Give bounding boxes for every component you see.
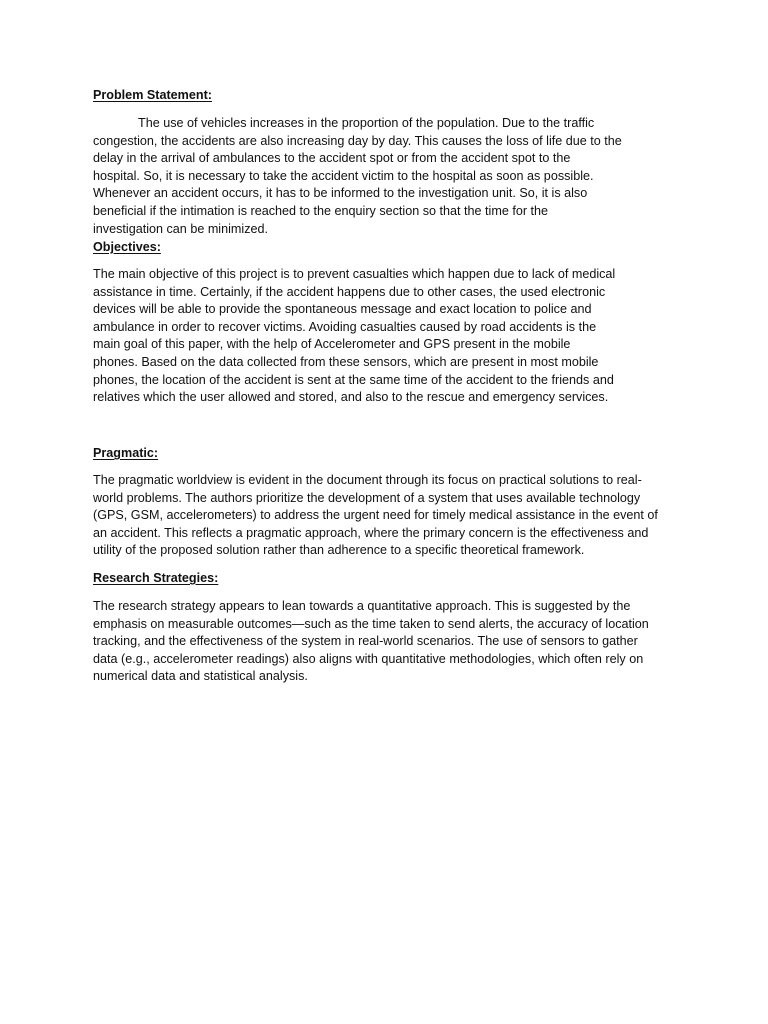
research-strategies-body [93, 598, 649, 686]
objectives-line: phones. Based on the data collected from these sensors, which are present in most mobile [93, 354, 599, 369]
problem-statement-line: investigation can be minimized. [93, 221, 269, 236]
problem-statement-line: delay in the arrival of ambulances to the accident spot or from the accident spot to the [93, 151, 571, 166]
objectives-line: The main objective of this project is to prevent casualties which happen due to lack of medical [93, 267, 616, 281]
research-strategies-line: The research strategy appears to lean towards a quantitative approach. This is suggested by the [93, 599, 631, 613]
problem-statement-line: The use of vehicles increases in the proportion of the population. Due to the traffic [138, 116, 595, 130]
pragmatic-heading: Pragmatic: [93, 446, 159, 460]
problem-statement-line: congestion, the accidents are also increasing day by day. This causes the loss of life due to the [93, 133, 622, 148]
research-strategies-heading: Research Strategies: [93, 571, 219, 585]
objectives-line: ambulance in order to recover victims. Avoiding casualties caused by road accidents is the [93, 319, 597, 334]
pragmatic-line: (GPS, GSM, accelerometers) to address the urgent need for timely medical assistance in the event of [93, 508, 658, 523]
pragmatic-line: The pragmatic worldview is evident in the document through its focus on practical solutions to real- [93, 473, 642, 487]
pragmatic-body [93, 472, 658, 560]
objectives-line: devices will be able to provide the spontaneous message and exact location to police and [93, 302, 592, 317]
pragmatic-line: world problems. The authors prioritize the development of a system that uses available technology [93, 490, 641, 505]
research-strategies-line: emphasis on measurable outcomes—such as the time taken to send alerts, the accuracy of location [93, 616, 649, 631]
objectives-line: assistance in time. Certainly, if the accident happens due to other cases, the used electronic [93, 284, 606, 299]
problem-statement-line: hospital. So, it is necessary to take the accident victim to the hospital as soon as possible. [93, 168, 594, 183]
research-strategies-line: tracking, and the effectiveness of the system in real-world scenarios. The use of sensors to gather [93, 634, 638, 649]
problem-statement-line: beneficial if the intimation is reached to the enquiry section so that the time for the [93, 203, 549, 218]
pragmatic-line: an accident. This reflects a pragmatic approach, where the primary concern is the effectiveness and [93, 525, 649, 540]
objectives-body [93, 266, 615, 407]
research-strategies-line: numerical data and statistical analysis. [93, 669, 308, 684]
objectives-heading: Objectives: [93, 240, 161, 254]
pragmatic-line: utility of the proposed solution rather than adherence to a specific theoretical framework. [93, 543, 585, 558]
research-strategies-line: data (e.g., accelerometer readings) also aligns with quantitative methodologies, which often rely on [93, 651, 644, 666]
problem-statement-heading: Problem Statement: [93, 88, 212, 102]
problem-statement-body [93, 115, 622, 238]
problem-statement-line: Whenever an accident occurs, it has to be informed to the investigation unit. So, it is also [93, 186, 588, 201]
objectives-line: main goal of this paper, with the help of Accelerometer and GPS present in the mobile [93, 337, 571, 352]
objectives-line: phones, the location of the accident is sent at the same time of the accident to the friends and [93, 372, 614, 387]
objectives-line: relatives which the user allowed and stored, and also to the rescue and emergency services. [93, 390, 609, 405]
